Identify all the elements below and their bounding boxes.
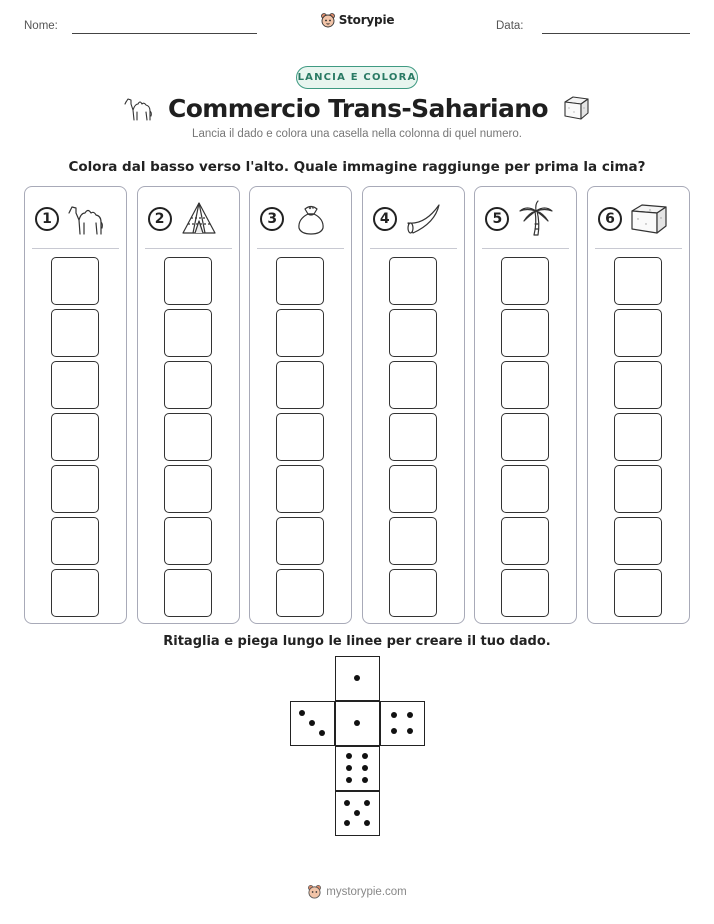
die-face-1 [335, 701, 380, 746]
date-label: Data: [496, 20, 524, 32]
color-cell[interactable] [51, 465, 99, 513]
color-cell[interactable] [501, 413, 549, 461]
money-bag-icon [290, 199, 332, 239]
column-divider [145, 248, 232, 249]
die-pip [362, 777, 368, 783]
column-divider [32, 248, 119, 249]
column-number: 2 [148, 207, 172, 231]
column-divider [595, 248, 682, 249]
color-cell[interactable] [164, 465, 212, 513]
color-cell[interactable] [276, 465, 324, 513]
color-cell[interactable] [389, 517, 437, 565]
column-header [35, 199, 120, 239]
palm-tree-icon [515, 199, 557, 239]
horn-icon [403, 199, 445, 239]
column-header [260, 199, 345, 239]
column-number: 5 [485, 207, 509, 231]
color-cell[interactable] [501, 517, 549, 565]
date-line [542, 33, 690, 34]
name-line [72, 33, 257, 34]
color-cell[interactable] [276, 309, 324, 357]
column-divider [257, 248, 344, 249]
die-pip [364, 800, 370, 806]
column-divider [482, 248, 569, 249]
die-pip [319, 730, 325, 736]
dice-race-board [24, 186, 690, 624]
die-pip [354, 810, 360, 816]
instruction-text: Colora dal basso verso l'alto. Quale immagine raggiunge per prima la cima? [68, 159, 646, 175]
color-cell[interactable] [389, 413, 437, 461]
color-cell[interactable] [389, 465, 437, 513]
column-header [373, 199, 458, 239]
brand-logo [0, 12, 714, 28]
column-header [485, 199, 570, 239]
color-cell[interactable] [389, 361, 437, 409]
die-pip [391, 712, 397, 718]
page-title: Commercio Trans-Sahariano [167, 93, 549, 123]
column-number: 4 [373, 207, 397, 231]
column-3 [249, 186, 352, 624]
brand-name: Storypie [338, 13, 395, 27]
color-cell[interactable] [164, 517, 212, 565]
die-pip [299, 710, 305, 716]
tent-icon [178, 199, 220, 239]
color-cell[interactable] [501, 465, 549, 513]
column-5 [474, 186, 577, 624]
color-cell[interactable] [164, 413, 212, 461]
color-cell[interactable] [614, 569, 662, 617]
color-cell[interactable] [614, 465, 662, 513]
column-header [598, 199, 683, 239]
die-pip [344, 800, 350, 806]
column-number: 1 [35, 207, 59, 231]
color-cell[interactable] [389, 569, 437, 617]
footer [0, 884, 714, 899]
column-6 [587, 186, 690, 624]
footer-url: mystorypie.com [326, 885, 407, 898]
die-pip [346, 777, 352, 783]
name-label: Nome: [24, 20, 58, 32]
color-cell[interactable] [389, 309, 437, 357]
salt-block-icon [560, 93, 592, 123]
column-header [148, 199, 233, 239]
color-cell[interactable] [164, 309, 212, 357]
color-cell[interactable] [164, 569, 212, 617]
color-cell[interactable] [614, 309, 662, 357]
die-pip [354, 720, 360, 726]
color-cell[interactable] [501, 257, 549, 305]
color-cell[interactable] [614, 413, 662, 461]
color-cell[interactable] [389, 257, 437, 305]
color-cell[interactable] [164, 361, 212, 409]
color-cell[interactable] [51, 517, 99, 565]
die-pip [362, 765, 368, 771]
die-face-3 [290, 701, 335, 746]
die-pip [309, 720, 315, 726]
camel-icon [122, 92, 156, 124]
color-cell[interactable] [614, 257, 662, 305]
activity-badge: LANCIA E COLORA [296, 66, 418, 89]
die-pip [407, 712, 413, 718]
title-row [0, 88, 714, 128]
die-pip [344, 820, 350, 826]
color-cell[interactable] [614, 517, 662, 565]
color-cell[interactable] [51, 257, 99, 305]
column-1 [24, 186, 127, 624]
color-cell[interactable] [51, 413, 99, 461]
die-pip [391, 728, 397, 734]
color-cell[interactable] [501, 569, 549, 617]
column-number: 6 [598, 207, 622, 231]
color-cell[interactable] [276, 257, 324, 305]
die-pip [364, 820, 370, 826]
color-cell[interactable] [51, 361, 99, 409]
column-4 [362, 186, 465, 624]
column-2 [137, 186, 240, 624]
cutout-instruction: Ritaglia e piega lungo le linee per creare il tuo dado. [163, 634, 551, 649]
salt-block-icon [628, 199, 670, 239]
die-pip [346, 765, 352, 771]
die-pip [407, 728, 413, 734]
die-pip [346, 753, 352, 759]
color-cell[interactable] [164, 257, 212, 305]
die-pip [354, 675, 360, 681]
color-cell[interactable] [51, 309, 99, 357]
die-pip [362, 753, 368, 759]
camel-icon [65, 199, 107, 239]
color-cell[interactable] [276, 361, 324, 409]
color-cell[interactable] [276, 569, 324, 617]
storypie-mascot-icon [307, 884, 322, 899]
color-cell[interactable] [51, 569, 99, 617]
color-cell[interactable] [276, 413, 324, 461]
color-cell[interactable] [276, 517, 324, 565]
color-cell[interactable] [501, 361, 549, 409]
die-face-4 [380, 701, 425, 746]
subtitle: Lancia il dado e colora una casella nella colonna di quel numero. [192, 128, 522, 140]
color-cell[interactable] [501, 309, 549, 357]
storypie-mascot-icon [320, 12, 336, 28]
color-cell[interactable] [614, 361, 662, 409]
die-face-5 [335, 791, 380, 836]
column-number: 3 [260, 207, 284, 231]
die-face-6 [335, 746, 380, 791]
die-face-1 [335, 656, 380, 701]
column-divider [370, 248, 457, 249]
